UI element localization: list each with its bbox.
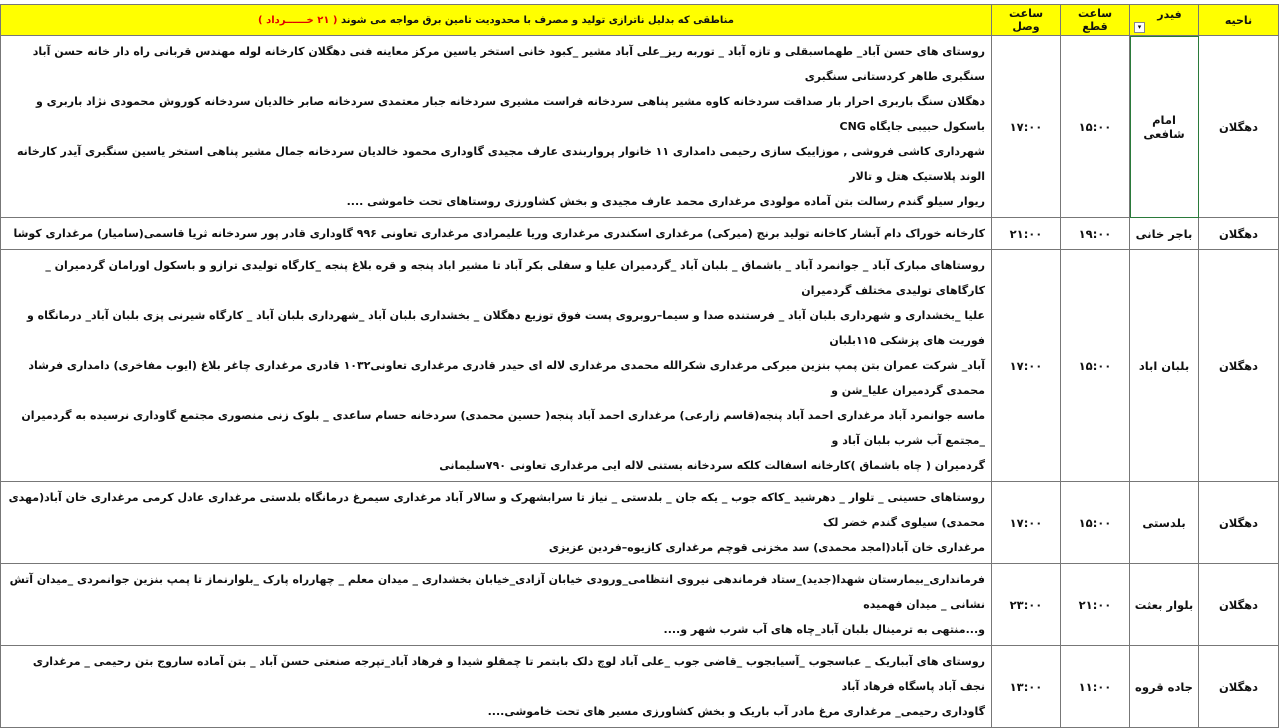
area-line: فرمانداری_بیمارستان شهدا(جدید)_ستاد فرماندهی نیروی انتظامی_ورودی خیابان آزادی_خیابان بخشداری _ میدان معلم _ چهارراه پارک _بلوارنماز تا پمپ بنزین جوانمردی _میدان آتش نشانی _ میدان فهمیده [9,573,985,611]
restore-time-cell[interactable]: ۲۳:۰۰ [992,564,1061,646]
restore-time-cell[interactable]: ۱۷:۰۰ [992,250,1061,482]
area-line: شهرداری کاشی فروشی , موزاییک سازی رحیمی دامداری ۱۱ خانوار پرواربندی عارف مجیدی گاوداری محمود خالدیان سردخانه جمال مشیر پناهی استخر یاسین سنگبری آیدر کارخانه الوند پلاستیک هتل و تالار [16,145,985,183]
header-row [1,5,1279,36]
areas-cell[interactable] [1,482,992,564]
table-row [1,218,1279,250]
table-row [1,250,1279,482]
area-line: روستاهای مبارک آباد _ جوانمرد آباد _ باشماق _ بلبان آباد _گردمیران علیا و سفلی بکر آباد تا مشیر اباد پنجه و قره بلاغ پنجه _کارگاه تولیدی ترازو و باسکول اورامان گردمیران _ کارگاهای تولیدی مختلف گردمیران [45,259,985,297]
areas-cell[interactable] [1,36,992,218]
cut-time-cell[interactable]: ۱۵:۰۰ [1061,250,1130,482]
area-line: روستای های حسن آباد_ طهماسبقلی و تازه آباد _ توربه ریز_علی آباد مشیر _کبود خانی استخر یاسین مرکز معاینه فنی دهگلان کارخانه لوله مهندس قربانی راه دار خانه حسن آباد سنگبری طاهر کردستانی سنگبری [32,45,985,83]
restore-time-cell[interactable]: ۱۷:۰۰ [992,36,1061,218]
header-title[interactable]: مناطقی که بدلیل ناترازی تولید و مصرف با محدودیت تامین برق مواجه می شوند ( ۲۱ خــــــرداد ) [1,5,992,36]
region-cell[interactable]: دهگلان [1199,646,1279,728]
outage-table [0,4,1279,728]
region-cell[interactable]: دهگلان [1199,564,1279,646]
cut-time-cell[interactable]: ۲۱:۰۰ [1061,564,1130,646]
region-cell[interactable]: دهگلان [1199,482,1279,564]
area-line: روستاهای حسینی _ تلوار _ دهرشید _کاکه جوب _ یکه جان _ بلدستی _ نیاز تا سرابشهرک و سالار آباد مرغداری سیمرغ درمانگاه بلدستی مرغداری عادل کرمی مرغداری خان آباد(مهدی محمدی) سیلوی گندم خضر لک [8,491,985,529]
cut-time-cell[interactable]: ۱۵:۰۰ [1061,36,1130,218]
areas-cell[interactable] [1,564,992,646]
area-line: روستای های آبباریک _ عباسجوب _آسیابجوب _قاضی جوب _علی آباد لوچ دلک بابتمر تا چمقلو شیدا و فرهاد آباد_تپرجه صنعتی حسن آباد _ بتن آماده ساروج بتن رحیمی _ مرغداری نجف آباد پاسگاه فرهاد آباد [32,655,985,693]
area-line: گردمیران ( چاه باشماق )کارخانه اسفالت کلکه سردخانه بستنی لاله ایی مرغداری تعاونی ۷۹۰سلیمانی [439,459,985,472]
header-feeder[interactable]: ▾ فیدر [1130,5,1199,36]
areas-cell[interactable] [1,218,992,250]
area-line: علیا _بخشداری و شهرداری بلبان آباد _ فرستنده صدا و سیما–روبروی پست فوق توزیع دهگلان _ بخشداری بلبان آباد _شهرداری بلبان آباد _ کارگاه شیرنی پزی بلبان آباد_ درمانگاه و فوریت های پزشکی ۱۱۵بلبان [26,309,985,347]
restore-time-cell[interactable]: ۱۳:۰۰ [992,646,1061,728]
restore-time-cell[interactable]: ۲۱:۰۰ [992,218,1061,250]
area-line: ریوار سیلو گندم رسالت بتن آماده مولودی مرغداری محمد عارف مجیدی و بخش کشاورزی روستاهای تحت خاموشی .... [346,195,985,208]
feeder-cell[interactable]: بلدستی [1130,482,1199,564]
cut-time-cell[interactable]: ۱۹:۰۰ [1061,218,1130,250]
header-region[interactable]: ناحیه [1199,5,1279,36]
area-line: دهگلان سنگ باربری احرار بار صداقت سردخانه کاوه مشیر پناهی سردخانه فراست مشیری سردخانه جبار معتمدی سردخانه صابر خالدیان سردخانه کوروش محمودی نژاد باربری و باسکول حبیبی جایگاه CNG [36,95,985,133]
table-row [1,646,1279,728]
feeder-cell[interactable]: امام شافعی [1130,36,1199,218]
table-row [1,564,1279,646]
areas-cell[interactable] [1,646,992,728]
feeder-cell[interactable]: بلبان اباد [1130,250,1199,482]
cut-time-cell[interactable]: ۱۵:۰۰ [1061,482,1130,564]
header-cut-time[interactable]: ساعت قطع [1061,5,1130,36]
table-row [1,36,1279,218]
area-line: مرغداری خان آباد(امجد محمدی) سد مخزنی قوچم مرغداری کازیوه–فردین عزیزی [548,541,985,554]
filter-icon[interactable]: ▾ [1134,22,1145,33]
area-line: ماسه جوانمرد آباد مرغداری احمد آباد پنجه(قاسم زارعی) مرغداری احمد آباد پنجه( حسین محمدی) سردخانه حسام ساعدی _ بلوک زنی منصوری مجتمع گاوداری نرسیده به گردمیران _مجتمع آب شرب بلبان آباد و [21,409,985,447]
cut-time-cell[interactable]: ۱۱:۰۰ [1061,646,1130,728]
area-line: گاوداری رحیمی_ مرغداری مرغ مادر آب باریک و بخش کشاورزی مسیر های تحت خاموشی.... [487,705,985,718]
region-cell[interactable]: دهگلان [1199,36,1279,218]
header-restore-time[interactable]: ساعت وصل [992,5,1061,36]
area-line: و...منتهی به ترمینال بلبان آباد_چاه های آب شرب شهر و.... [663,623,985,636]
restore-time-cell[interactable]: ۱۷:۰۰ [992,482,1061,564]
feeder-cell[interactable]: بلوار بعثت [1130,564,1199,646]
areas-cell[interactable] [1,250,992,482]
area-line: آباد_ شرکت عمران بتن پمپ بنزین میرکی مرغداری شکرالله محمدی مرغداری لاله ای حیدر قادری مرغداری تعاونی۱۰۳۲ قادری مرغداری چاغر بلاغ (ایوب مفاخری) دامداری فرشاد محمدی گردمیران علیا_شن و [28,359,985,397]
table-row [1,482,1279,564]
region-cell[interactable]: دهگلان [1199,218,1279,250]
header-date: ( ۲۱ خــــــرداد ) [258,14,338,26]
feeder-cell[interactable]: باجر خانی [1130,218,1199,250]
region-cell[interactable]: دهگلان [1199,250,1279,482]
area-line: کارخانه خوراک دام آبشار کاخانه تولید برنج (میرکی) مرغداری اسکندری مرغداری وریا علیمرادی مرغداری تعاونی ۹۹۶ گاوداری قادر پور سردخانه ثریا قاسمی(سامیار) مرغداری کوشا [13,227,985,240]
feeder-cell[interactable]: جاده قروه [1130,646,1199,728]
